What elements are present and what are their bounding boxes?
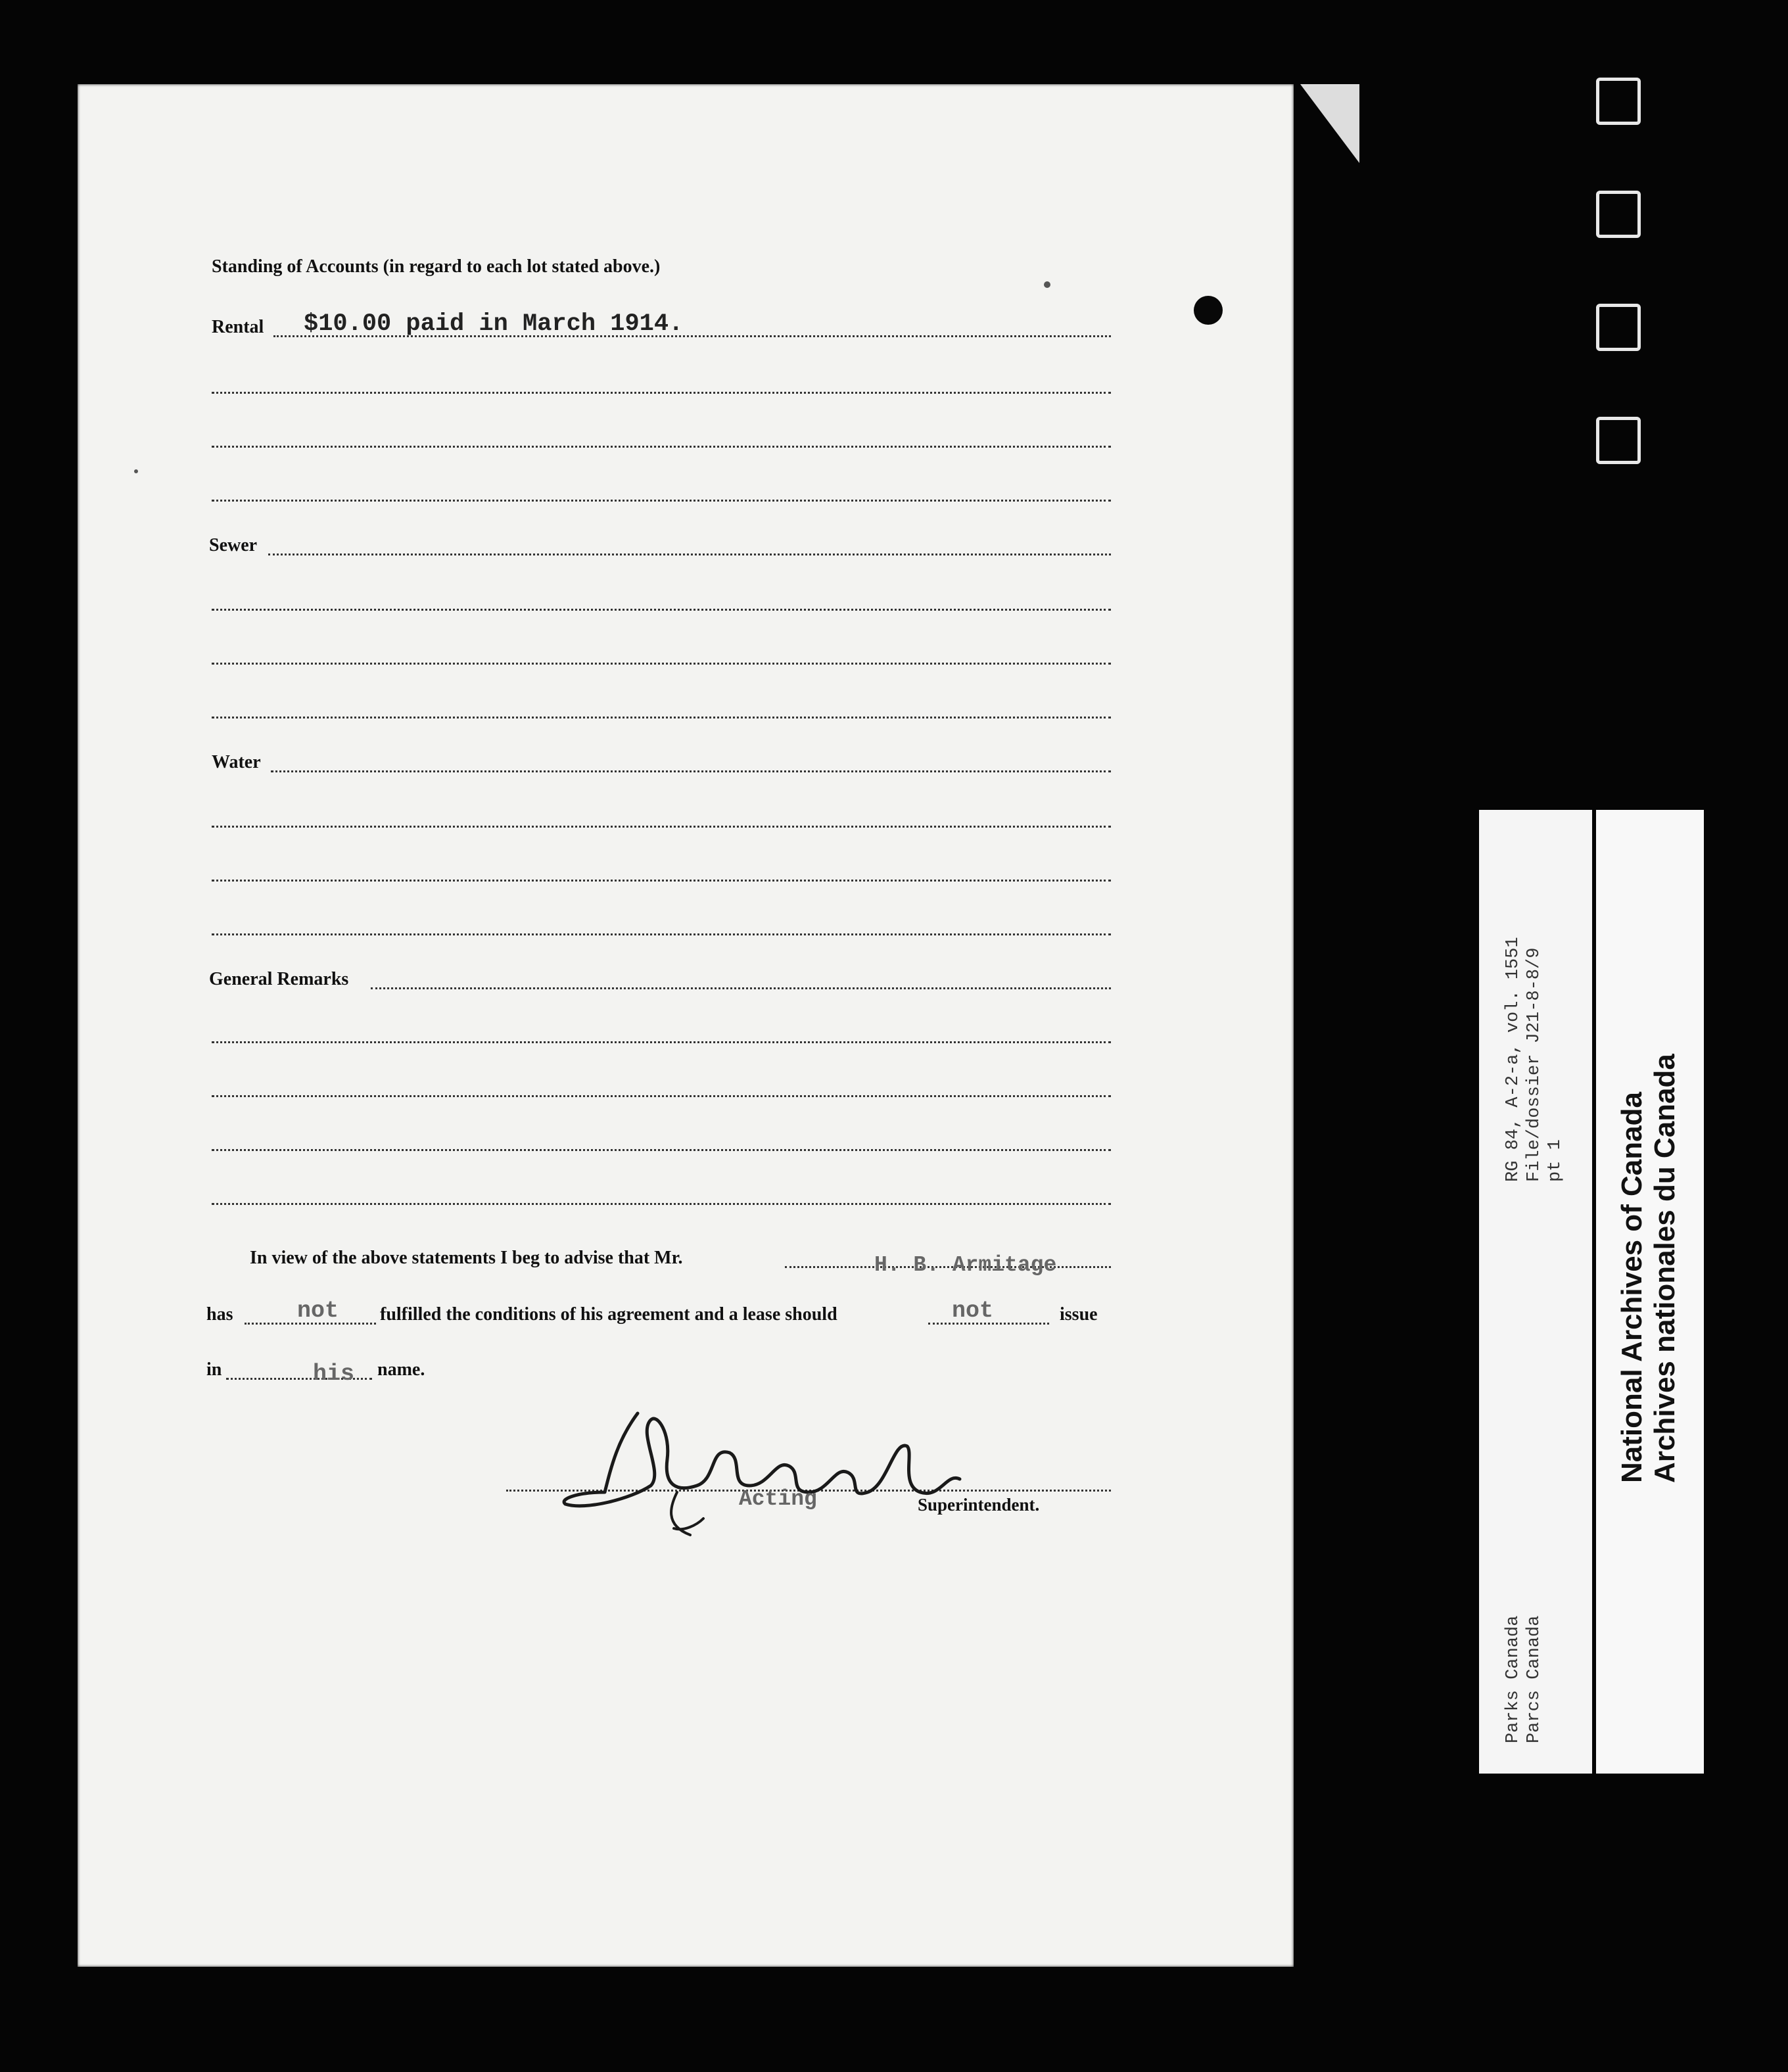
water-label: Water: [212, 752, 261, 772]
film-frame-mark: [1596, 417, 1641, 464]
remarks-line: [371, 987, 1111, 989]
ruled-line: [212, 1095, 1111, 1097]
folded-corner: [1300, 84, 1359, 163]
water-line: [271, 770, 1111, 772]
institution-label: [1596, 810, 1704, 1774]
reference-text: RG 84, A-2-a, vol. 1551 File/dossier J21-8-8/9 pt 1: [1503, 937, 1565, 1182]
lease-value: not: [952, 1298, 994, 1324]
ruled-line: [212, 446, 1111, 448]
film-frame-mark: [1596, 191, 1641, 238]
ruled-line: [212, 609, 1111, 611]
ruled-line: [212, 392, 1111, 394]
rental-label: Rental: [212, 317, 264, 337]
has-label: has: [206, 1304, 233, 1325]
ruled-line: [212, 500, 1111, 502]
speck: [1044, 281, 1050, 288]
sewer-line: [268, 553, 1111, 555]
name-label: name.: [377, 1359, 425, 1380]
superintendent-label: Superintendent.: [918, 1495, 1040, 1515]
film-frame-mark: [1596, 304, 1641, 351]
speck: [134, 469, 138, 473]
rental-value: $10.00 paid in March 1914.: [304, 310, 684, 338]
owner-text: Parks Canada Parcs Canada: [1503, 1615, 1544, 1743]
ruled-line: [212, 1149, 1111, 1151]
ruled-line: [212, 1203, 1111, 1205]
ruled-line: [212, 933, 1111, 935]
handwritten-signature: [539, 1394, 1065, 1565]
punch-hole: [1194, 296, 1223, 325]
person-name: H. B. Armitage: [874, 1253, 1057, 1277]
film-frame-mark: [1596, 78, 1641, 125]
ruled-line: [212, 880, 1111, 882]
institution-text: National Archives of Canada Archives nationales du Canada: [1616, 1054, 1681, 1483]
ruled-line: [212, 663, 1111, 665]
ruled-line: [212, 1041, 1111, 1043]
general-remarks-label: General Remarks: [209, 969, 349, 989]
issue-label: issue: [1060, 1304, 1098, 1325]
ruled-line: [212, 826, 1111, 828]
in-label: in: [206, 1359, 222, 1380]
statement-intro: In view of the above statements I beg to advise that Mr.: [250, 1248, 683, 1268]
pronoun-value: his: [313, 1361, 355, 1387]
archive-reference-label: [1479, 810, 1592, 1774]
fulfilled-value: not: [297, 1298, 339, 1324]
ruled-line: [212, 717, 1111, 718]
sewer-label: Sewer: [209, 535, 258, 555]
form-page: [78, 84, 1294, 1967]
fulfilled-text: fulfilled the conditions of his agreement and a lease should: [380, 1304, 837, 1325]
standing-of-accounts-heading: Standing of Accounts (in regard to each lot stated above.): [212, 256, 661, 277]
acting-value: Acting: [739, 1487, 817, 1511]
